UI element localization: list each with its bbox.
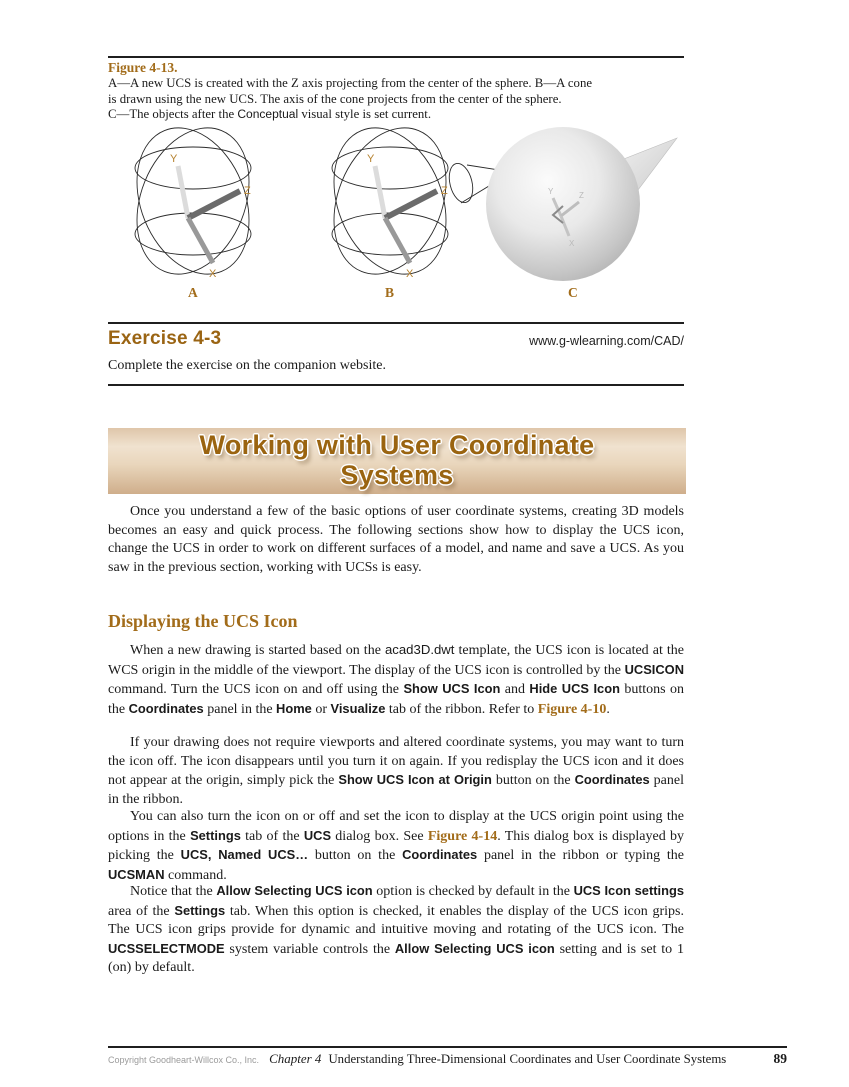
- exercise-title: Exercise 4-3: [108, 328, 222, 349]
- text-segment: panel in the: [203, 701, 277, 717]
- text-segment: system variable controls the: [224, 941, 395, 957]
- text-segment: UCSMAN: [108, 866, 165, 882]
- figure-caption-label: Figure 4-13.: [108, 60, 178, 75]
- section-title-banner: [108, 428, 686, 494]
- axis-label-z: Z: [244, 185, 251, 197]
- text-segment: Allow Selecting UCS icon: [216, 883, 373, 898]
- text-segment: A—A new UCS is created with the Z axis projecting from the center of the sphere. B—A cone: [108, 76, 593, 90]
- page-number: 89: [773, 1051, 787, 1066]
- text-segment: UCS, Named UCS…: [180, 847, 309, 862]
- text-segment: Settings: [174, 902, 226, 918]
- banner-title-line1: Working with User Coordinate: [199, 430, 595, 460]
- intro-paragraph: [108, 503, 684, 577]
- text-segment: tab of the: [240, 828, 304, 844]
- text-segment: UCSICON: [624, 661, 684, 677]
- exercise-companion-url: www.g-wlearning.com/CAD/: [529, 334, 684, 348]
- text-segment: Hide UCS Icon: [529, 681, 620, 696]
- text-segment: tab of the ribbon. Refer to: [385, 701, 538, 717]
- text-segment: visual style is set current.: [298, 107, 432, 122]
- text-segment: Coordinates: [128, 700, 204, 716]
- panel-label-c: C: [568, 285, 578, 300]
- panel-label-a: A: [188, 285, 198, 300]
- body-paragraph-3: [108, 808, 684, 885]
- text-segment: dialog box. See: [331, 828, 428, 844]
- text-segment: Conceptual: [237, 107, 299, 122]
- text-segment: button on the: [308, 848, 403, 863]
- figure-reference: Figure 4-10: [537, 701, 607, 717]
- body-paragraph-2: [108, 734, 684, 809]
- section-heading: Displaying the UCS Icon: [108, 611, 298, 631]
- chapter-label: Chapter 4: [269, 1051, 322, 1066]
- shaded-sphere-cone-image: [463, 122, 685, 284]
- text-segment: If your drawing does not require viewports and altered coordinate systems, you may want to turn the icon off. The icon disappears until you turn it on again. If you redisplay the UCS icon and it does not appear at the origin, simply pick the: [108, 735, 684, 788]
- text-segment: and: [500, 682, 530, 697]
- ucs-axis-y: [178, 166, 188, 218]
- axis-label-x: X: [569, 239, 575, 248]
- copyright-text: Copyright Goodheart-Willcox Co., Inc.: [108, 1055, 260, 1065]
- exercise-body-text: Complete the exercise on the companion website.: [108, 358, 386, 373]
- body-paragraph-4: [108, 882, 684, 978]
- axis-label-x: X: [406, 268, 414, 280]
- panel-label-b: B: [385, 285, 395, 300]
- text-segment: is drawn using the new UCS. The axis of the cone projects from the center of the sphere.: [108, 91, 562, 106]
- text-segment: Settings: [190, 827, 241, 843]
- exercise-top-rule: [108, 322, 684, 324]
- text-segment: option is checked by default in the: [372, 884, 574, 899]
- text-segment: Coordinates: [402, 847, 478, 862]
- wireframe-sphere-image: [108, 122, 280, 284]
- ucs-axis-y: [375, 166, 385, 218]
- text-segment: panel in the ribbon.: [108, 773, 684, 807]
- figure-reference: Figure 4-14: [427, 828, 498, 844]
- figure-panel-a: [108, 122, 283, 304]
- banner-title-line2: Systems: [340, 460, 454, 490]
- text-segment: template, the UCS icon is located at the WCS origin in the middle of the viewport. The display of the UCS icon is controlled by the: [108, 643, 684, 678]
- text-segment: tab. When this option is checked, it enables the display of the UCS icon grips. The UCS icon grips provide for dynamic and intuitive moving and rotating of the UCS icon. The: [108, 903, 684, 937]
- text-segment: or: [311, 701, 331, 717]
- figure-caption: [108, 60, 686, 123]
- body-paragraph-1: [108, 641, 684, 719]
- text-segment: UCS Icon settings: [573, 883, 684, 898]
- text-segment: Show UCS Icon: [403, 681, 501, 696]
- text-segment: Coordinates: [574, 772, 650, 787]
- wireframe-sphere: [116, 122, 269, 284]
- text-segment: command.: [164, 867, 227, 883]
- axis-label-y: Y: [367, 153, 375, 165]
- text-segment: UCS: [303, 827, 332, 843]
- text-segment: command. Turn the UCS icon on and off using the: [108, 682, 404, 697]
- text-segment: buttons on the: [108, 682, 684, 717]
- text-segment: UCSSELECTMODE: [108, 940, 225, 956]
- text-segment: You can also turn the icon on or off and set the icon to display at the UCS origin point using the options in the: [108, 809, 684, 844]
- text-segment: button on the: [491, 773, 575, 788]
- page-footer: [108, 1051, 787, 1067]
- ucs-axis-x: [385, 218, 410, 263]
- figure-4-13: [108, 122, 686, 304]
- axis-label-y: Y: [548, 187, 554, 196]
- text-segment: Allow Selecting UCS icon: [394, 940, 555, 956]
- footer-rule: [108, 1046, 787, 1048]
- axis-label-z: Z: [579, 191, 584, 200]
- ucs-axis-x: [188, 218, 213, 263]
- text-segment: Home: [276, 700, 312, 716]
- text-segment: .: [606, 701, 610, 717]
- text-segment: . This dialog box is displayed by picking the: [108, 828, 684, 863]
- axis-label-z: Z: [441, 185, 448, 197]
- axis-label-y: Y: [170, 153, 178, 165]
- text-segment: Show UCS Icon at Origin: [338, 772, 492, 787]
- figure-panel-c: [463, 122, 685, 304]
- text-segment: When a new drawing is started based on the: [130, 643, 385, 658]
- text-segment: Once you understand a few of the basic options of user coordinate systems, creating 3D models becomes an easy and quick process. The following sections show how to display the UCS icon, change the UCS in order to work on different surfaces of a model, and name and save a UCS. As you saw in the previous section, working with UCSs is easy.: [108, 504, 684, 575]
- chapter-title: Understanding Three-Dimensional Coordinates and User Coordinate Systems: [328, 1052, 727, 1066]
- exercise-bottom-rule: [108, 384, 684, 386]
- axis-label-x: X: [209, 268, 217, 280]
- text-segment: Visualize: [330, 700, 386, 716]
- text-segment: panel in the ribbon or typing the: [477, 848, 684, 863]
- text-segment: area of the: [108, 903, 175, 919]
- exercise-header: [108, 328, 684, 350]
- text-segment: acad3D.dwt: [384, 642, 455, 657]
- shaded-sphere: [486, 127, 640, 281]
- figure-caption-text: [108, 76, 686, 123]
- figure-top-rule: [108, 56, 684, 58]
- text-segment: setting and is set to 1 (on) by default.: [108, 941, 685, 975]
- text-segment: Notice that the: [130, 884, 217, 899]
- wireframe-sphere: [313, 122, 466, 284]
- text-segment: C—The objects after the: [108, 107, 238, 122]
